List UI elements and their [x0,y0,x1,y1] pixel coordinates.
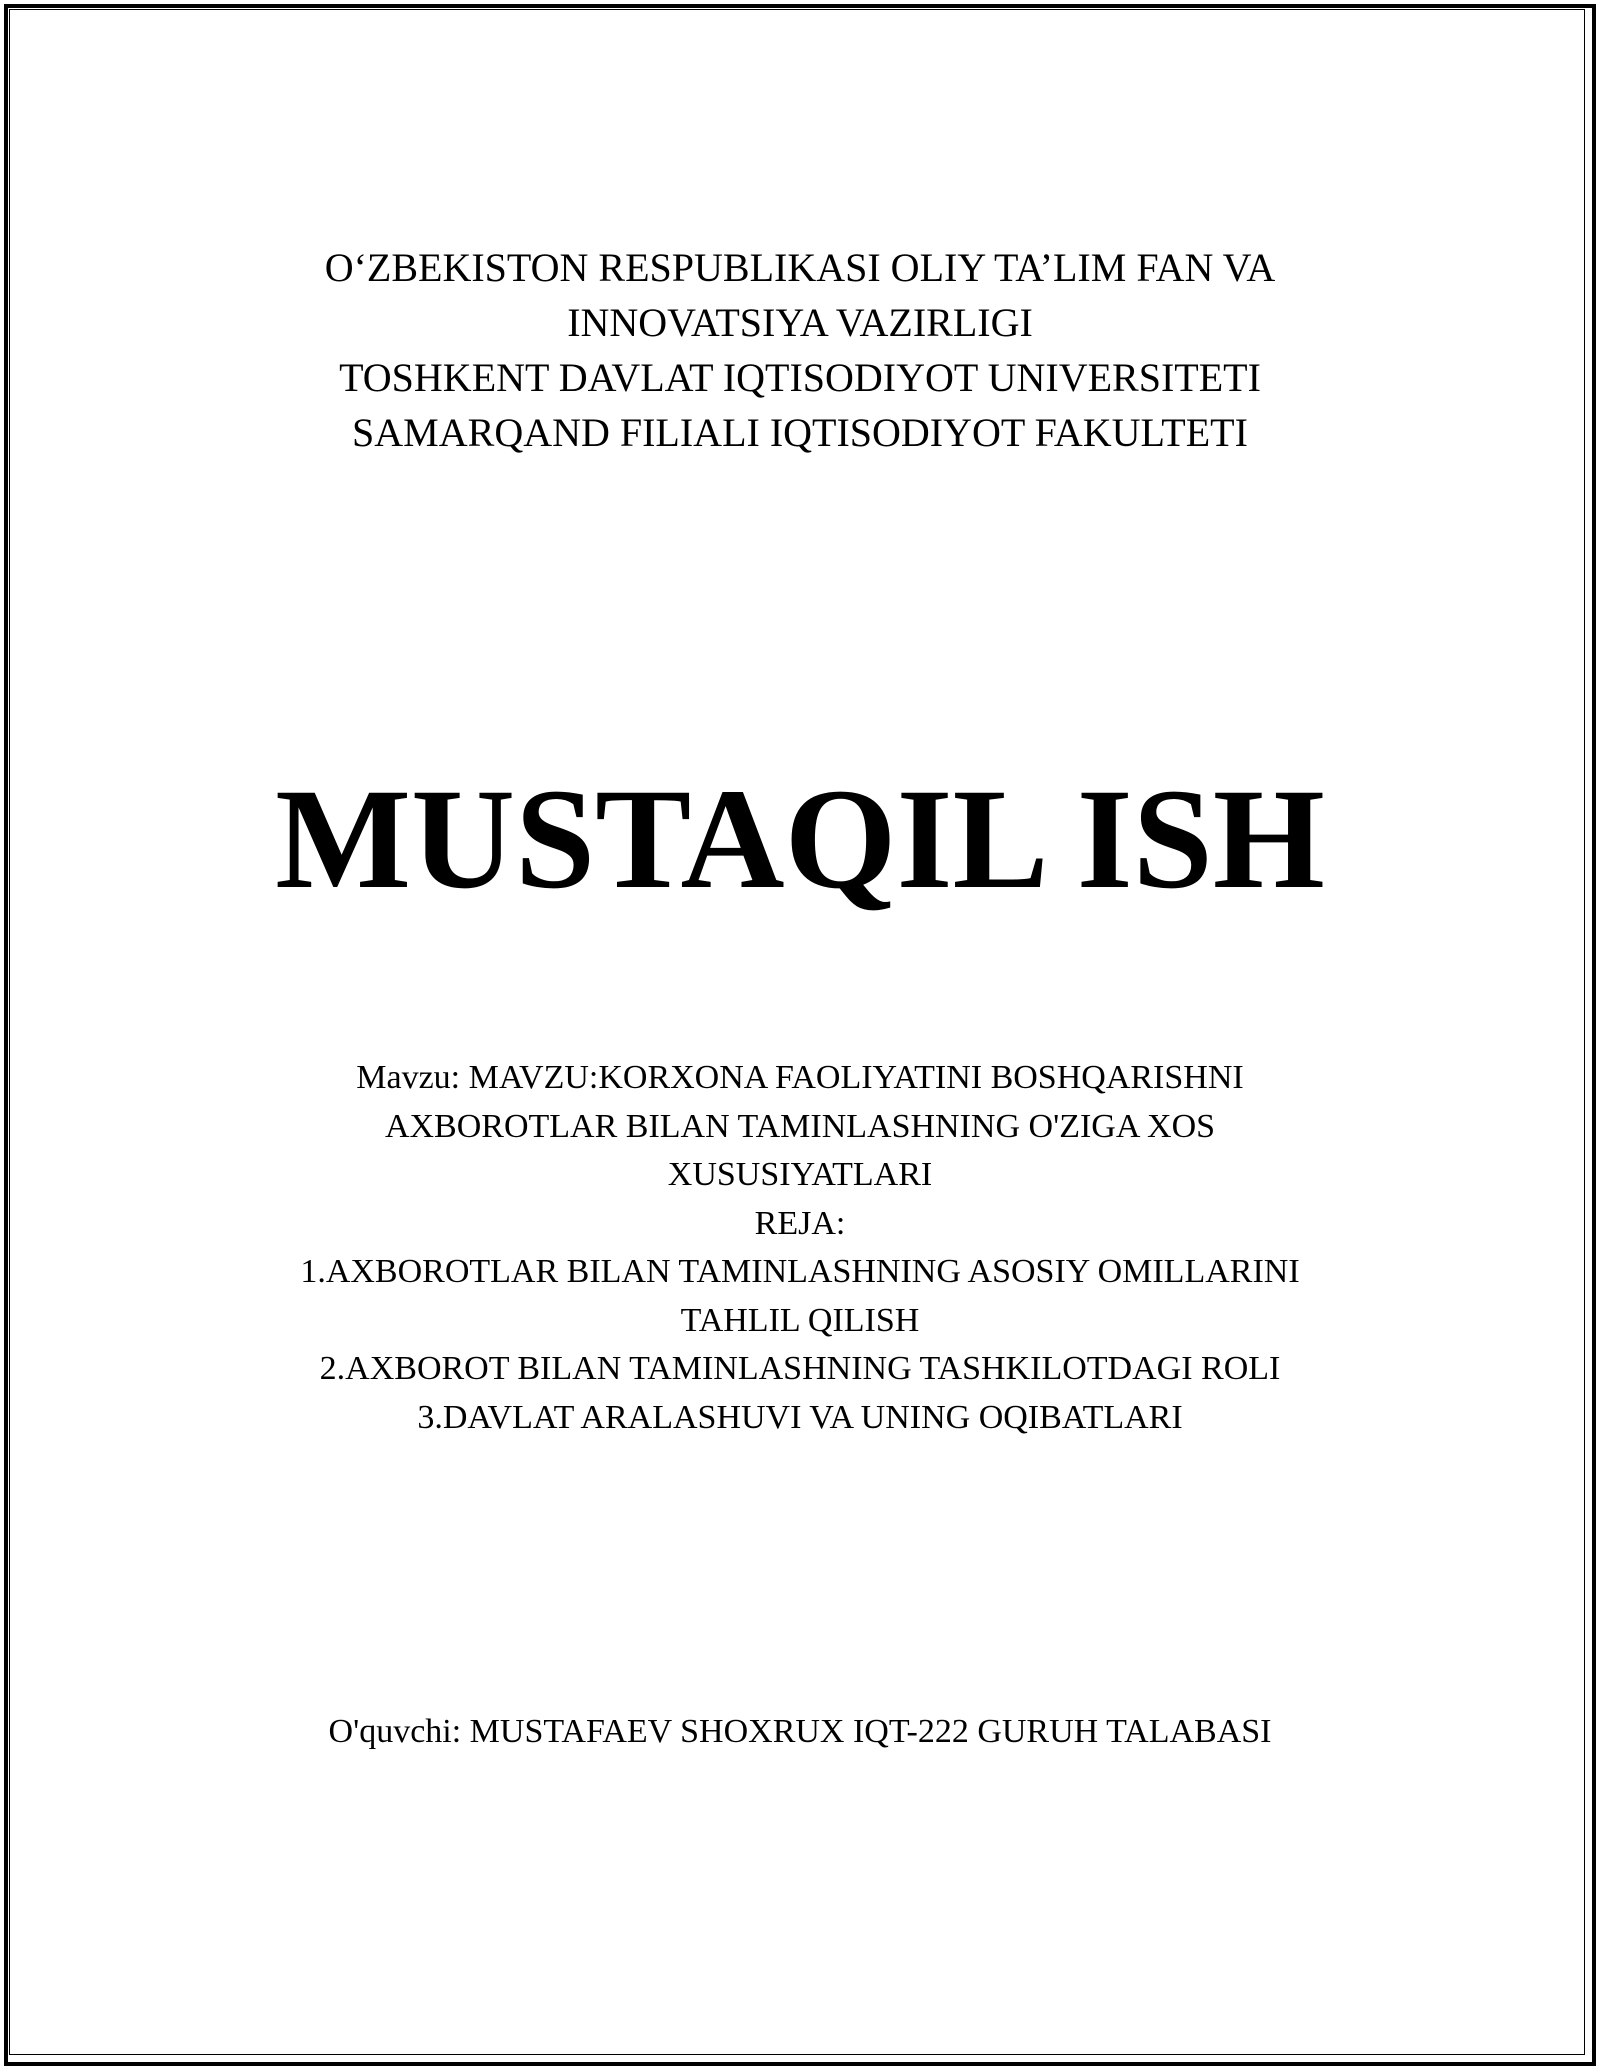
student-info: O'quvchi: MUSTAFAEV SHOXRUX IQT-222 GURUH TALABASI [328,1713,1272,1750]
header-line: SAMARQAND FILIALI IQTISODIYOT FAKULTETI [352,410,1248,455]
topic-section [0,1054,1600,1442]
document-title: MUSTAQIL ISH [275,760,1325,919]
topic-line: XUSUSIYATLARI [667,1156,933,1193]
header-line: TOSHKENT DAVLAT IQTISODIYOT UNIVERSITETI [339,355,1261,400]
plan-heading: REJA: [754,1204,846,1242]
topic-line: Mavzu: MAVZU:KORXONA FAOLIYATINI BOSHQARISHNI [356,1059,1244,1096]
plan-item: 3.DAVLAT ARALASHUVI VA UNING OQIBATLARI [417,1398,1183,1436]
institution-header [0,240,1600,460]
plan-item: 2.AXBOROT BILAN TAMINLASHNING TASHKILOTDAGI ROLI [319,1350,1281,1387]
plan-item: 1.AXBOROTLAR BILAN TAMINLASHNING ASOSIY OMILLARINI [300,1253,1300,1290]
topic-line: AXBOROTLAR BILAN TAMINLASHNING O'ZIGA XOS [384,1107,1216,1145]
plan-item: TAHLIL QILISH [680,1301,920,1339]
header-line: O‘ZBEKISTON RESPUBLIKASI OLIY TA’LIM FAN VA [324,245,1276,290]
header-line: INNOVATSIYA VAZIRLIGI [567,300,1033,345]
